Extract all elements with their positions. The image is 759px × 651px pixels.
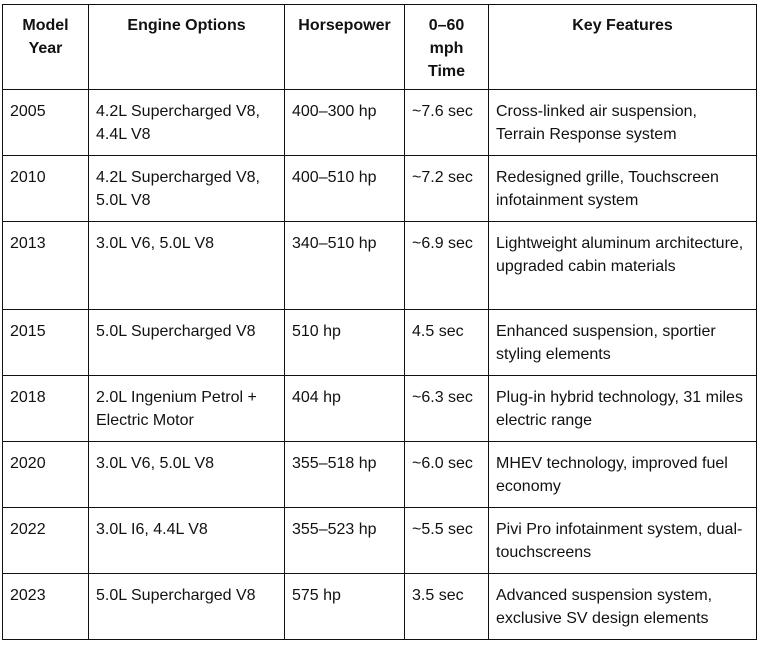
cell-zero-to-sixty: 3.5 sec	[405, 574, 489, 640]
table-row	[3, 222, 757, 310]
cell-key-features: Advanced suspension system, exclusive SV design elements	[489, 574, 757, 640]
cell-key-features: Pivi Pro infotainment system, dual-touchscreens	[489, 508, 757, 574]
specs-table-container	[2, 4, 757, 640]
cell-key-features: Enhanced suspension, sportier styling elements	[489, 310, 757, 376]
cell-engine-options: 3.0L I6, 4.4L V8	[89, 508, 285, 574]
cell-model-year: 2023	[3, 574, 89, 640]
cell-model-year: 2022	[3, 508, 89, 574]
cell-engine-options: 4.2L Supercharged V8, 5.0L V8	[89, 156, 285, 222]
table-row	[3, 310, 757, 376]
cell-horsepower: 355–523 hp	[285, 508, 405, 574]
cell-horsepower: 400–510 hp	[285, 156, 405, 222]
cell-zero-to-sixty: ~6.9 sec	[405, 222, 489, 310]
cell-model-year: 2018	[3, 376, 89, 442]
cell-key-features: Lightweight aluminum architecture, upgraded cabin materials	[489, 222, 757, 310]
cell-model-year: 2005	[3, 90, 89, 156]
model-specs-table	[2, 4, 757, 640]
table-row	[3, 376, 757, 442]
cell-engine-options: 5.0L Supercharged V8	[89, 310, 285, 376]
cell-engine-options: 2.0L Ingenium Petrol + Electric Motor	[89, 376, 285, 442]
cell-zero-to-sixty: ~7.6 sec	[405, 90, 489, 156]
cell-model-year: 2020	[3, 442, 89, 508]
cell-horsepower: 400–300 hp	[285, 90, 405, 156]
table-row	[3, 156, 757, 222]
cell-zero-to-sixty: 4.5 sec	[405, 310, 489, 376]
cell-zero-to-sixty: ~6.0 sec	[405, 442, 489, 508]
cell-key-features: MHEV technology, improved fuel economy	[489, 442, 757, 508]
cell-model-year: 2015	[3, 310, 89, 376]
table-row	[3, 574, 757, 640]
cell-zero-to-sixty: ~6.3 sec	[405, 376, 489, 442]
cell-horsepower: 340–510 hp	[285, 222, 405, 310]
cell-engine-options: 5.0L Supercharged V8	[89, 574, 285, 640]
cell-model-year: 2010	[3, 156, 89, 222]
cell-zero-to-sixty: ~5.5 sec	[405, 508, 489, 574]
cell-model-year: 2013	[3, 222, 89, 310]
header-row	[3, 5, 757, 90]
header-model-year: Model Year	[3, 5, 89, 90]
table-row	[3, 442, 757, 508]
cell-key-features: Plug-in hybrid technology, 31 miles electric range	[489, 376, 757, 442]
cell-horsepower: 404 hp	[285, 376, 405, 442]
header-horsepower: Horsepower	[285, 5, 405, 90]
cell-engine-options: 3.0L V6, 5.0L V8	[89, 442, 285, 508]
header-key-features: Key Features	[489, 5, 757, 90]
cell-key-features: Redesigned grille, Touchscreen infotainment system	[489, 156, 757, 222]
cell-key-features: Cross-linked air suspension, Terrain Response system	[489, 90, 757, 156]
table-row	[3, 508, 757, 574]
cell-engine-options: 3.0L V6, 5.0L V8	[89, 222, 285, 310]
cell-zero-to-sixty: ~7.2 sec	[405, 156, 489, 222]
cell-engine-options: 4.2L Supercharged V8, 4.4L V8	[89, 90, 285, 156]
header-engine-options: Engine Options	[89, 5, 285, 90]
cell-horsepower: 355–518 hp	[285, 442, 405, 508]
cell-horsepower: 575 hp	[285, 574, 405, 640]
cell-horsepower: 510 hp	[285, 310, 405, 376]
header-zero-to-sixty: 0–60 mph Time	[405, 5, 489, 90]
table-row	[3, 90, 757, 156]
